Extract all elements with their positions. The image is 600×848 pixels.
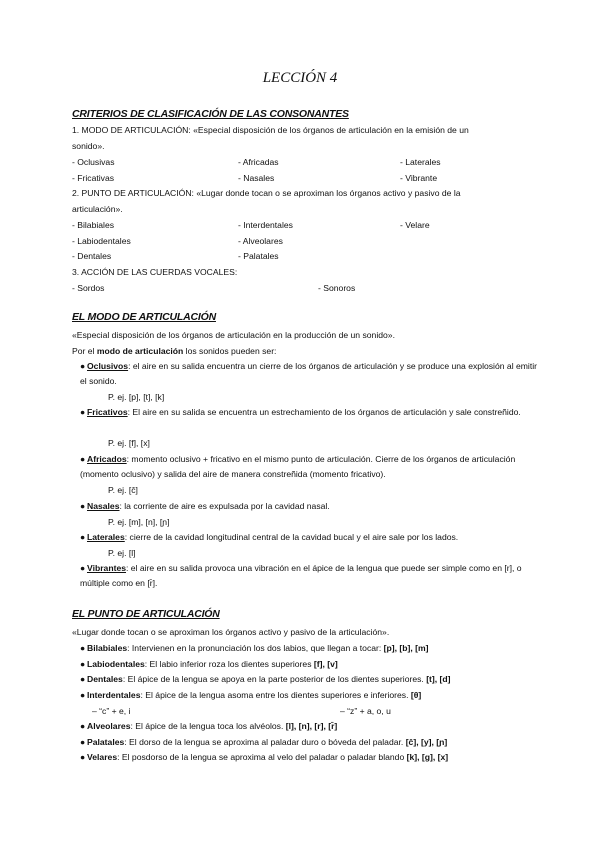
modo-example: P. ej. [p], [t], [k] bbox=[108, 392, 165, 402]
cuerdas-criterio-line: 3. ACCIÓN DE LAS CUERDAS VOCALES: bbox=[72, 267, 238, 277]
punto-item: - Alveolares bbox=[238, 236, 283, 246]
punto-list-item: ● Labiodentales: El labio inferior roza los dientes superiores [f], [v] bbox=[80, 659, 338, 669]
punto-heading: EL PUNTO DE ARTICULACIÓN bbox=[72, 608, 220, 620]
modo-item: - Africadas bbox=[238, 157, 279, 167]
punto-item: - Velare bbox=[400, 220, 430, 230]
modo-list-item: ● Fricativos: El aire en su salida se encuentra un estrechamiento de los órganos de articulación y sale constreñido. bbox=[80, 407, 521, 417]
cuerdas-item: - Sordos bbox=[72, 283, 105, 293]
punto-list-item: ● Palatales: El dorso de la lengua se aproxima al paladar duro o bóveda del paladar. [ĉ], [y], [ɲ] bbox=[80, 737, 448, 747]
punto-criterio-line-cont: articulación». bbox=[72, 204, 123, 214]
modo-list-item: ● Laterales: cierre de la cavidad longitudinal central de la cavidad bucal y el aire sale por los lados. bbox=[80, 532, 459, 542]
modo-example: P. ej. [f], [x] bbox=[108, 438, 150, 448]
punto-list-item: ● Bilabiales: Intervienen en la pronunciación los dos labios, que llegan a tocar: [p], [b], [m] bbox=[80, 643, 429, 653]
punto-list-item: ● Dentales: El ápice de la lengua se apoya en la parte posterior de los dientes superiores. [t], [d] bbox=[80, 674, 451, 684]
modo-intro: Por el modo de articulación los sonidos pueden ser: bbox=[72, 346, 277, 356]
punto-list-item: ● Interdentales: El ápice de la lengua asoma entre los dientes superiores e inferiores. [θ] bbox=[80, 690, 422, 700]
modo-list-item: ● Vibrantes: el aire en su salida provoca una vibración en el ápice de la lengua que puede ser simple como en [r], o múltiple como en [r̄]. bbox=[80, 563, 522, 588]
punto-item: - Bilabiales bbox=[72, 220, 115, 230]
modo-example: P. ej. [l] bbox=[108, 548, 136, 558]
criterios-heading: CRITERIOS DE CLASIFICACIÓN DE LAS CONSONANTES bbox=[72, 108, 349, 120]
modo-item: - Nasales bbox=[238, 173, 275, 183]
modo-definition: «Especial disposición de los órganos de articulación en la producción de un sonido». bbox=[72, 330, 395, 340]
page-title: LECCIÓN 4 bbox=[262, 70, 338, 86]
cuerdas-item: - Sonoros bbox=[318, 283, 356, 293]
punto-list-item: ● Velares: El posdorso de la lengua se aproxima al velo del paladar o paladar blando [k], [g], [x] bbox=[80, 752, 449, 762]
modo-list-item: ● Africados: momento oclusivo + fricativo en el mismo punto de articulación. Cierre de los órganos de articulación (momento oclusivo) y salida del aire de manera constreñida (momento fricativo). bbox=[80, 454, 516, 479]
modo-item: - Vibrante bbox=[400, 173, 438, 183]
punto-definition: «Lugar donde tocan o se aproximan los órganos activo y pasivo de la articulación». bbox=[72, 627, 390, 637]
interdental-note-c: – “c” + e, i bbox=[92, 706, 131, 716]
interdental-note-z: – “z” + a, o, u bbox=[340, 706, 391, 716]
punto-criterio-line: 2. PUNTO DE ARTICULACIÓN: «Lugar donde tocan o se aproximan los órganos activo y pasivo de la bbox=[72, 188, 461, 198]
punto-item: - Palatales bbox=[238, 251, 279, 261]
modo-example: P. ej. [ĉ] bbox=[108, 485, 138, 495]
modo-example: P. ej. [m], [n], [ɲ] bbox=[108, 517, 170, 527]
punto-item: - Dentales bbox=[72, 251, 112, 261]
modo-item: - Fricativas bbox=[72, 173, 115, 183]
modo-heading: EL MODO DE ARTICULACIÓN bbox=[72, 311, 216, 323]
modo-list-item: ● Oclusivos: el aire en su salida encuentra un cierre de los órganos de articulación y se produce una explosión al emitir el sonido. bbox=[80, 361, 537, 386]
modo-item: - Laterales bbox=[400, 157, 441, 167]
modo-list-item: ● Nasales: la corriente de aire es expulsada por la cavidad nasal. bbox=[80, 501, 330, 511]
punto-list-item: ● Alveolares: El ápice de la lengua toca los alvéolos. [l], [n], [r], [r̄] bbox=[80, 721, 338, 731]
punto-item: - Interdentales bbox=[238, 220, 293, 230]
modo-criterio-line-cont: sonido». bbox=[72, 141, 105, 151]
punto-item: - Labiodentales bbox=[72, 236, 131, 246]
modo-item: - Oclusivas bbox=[72, 157, 115, 167]
modo-criterio-line: 1. MODO DE ARTICULACIÓN: «Especial disposición de los órganos de articulación en la emisión de un bbox=[72, 125, 469, 135]
